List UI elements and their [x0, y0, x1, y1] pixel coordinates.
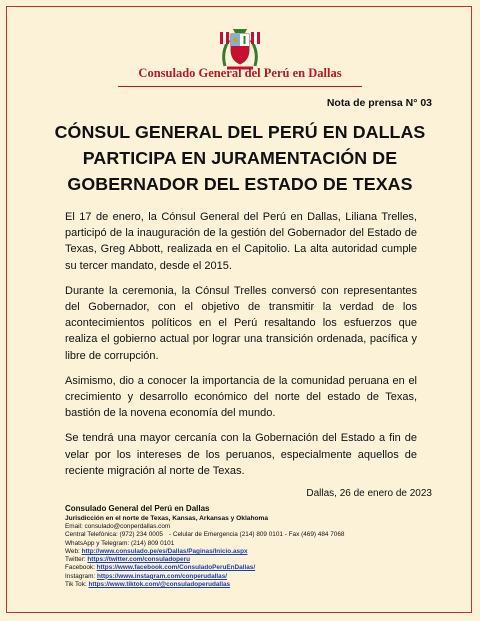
footer-web-link[interactable]: http://www.consulado.pe/es/Dallas/Paginas/Inicio.aspx	[81, 547, 248, 555]
footer-instagram-label: Instagram:	[65, 572, 96, 580]
footer-web-label: Web:	[65, 547, 80, 555]
title-line-1: CÓNSUL GENERAL DEL PERÚ EN DALLAS	[54, 122, 426, 142]
title-line-3: GOBERNADOR DEL ESTADO DE TEXAS	[67, 174, 413, 194]
footer-jurisdiction: Jurisdicción en el norte de Texas, Kansas, Arkansas y Oklahoma	[65, 515, 269, 522]
footer-instagram-row	[65, 573, 425, 581]
contact-footer	[65, 504, 425, 589]
footer-twitter-link[interactable]: https://twitter.com/consuladoperu	[87, 556, 191, 564]
footer-tiktok-row	[65, 581, 425, 589]
paragraph-3: Asimismo, dio a conocer la importancia de la comunidad peruana en el crecimiento y desarrollo económico del norte del estado de Texas, bastión de la novena economía del mundo.	[65, 374, 417, 420]
footer-twitter-label: Twitter:	[65, 556, 86, 564]
footer-tiktok-label: Tik Tok:	[65, 581, 87, 589]
footer-phone-central: Central Telefónica: (972) 234 0005	[65, 531, 163, 539]
header-divider	[118, 86, 362, 87]
dateline: Dallas, 26 de enero de 2023	[306, 488, 432, 499]
footer-phone-emergency: - Celular de Emergencia (214) 809 0101 - Fax (469) 484 7068	[168, 531, 345, 539]
footer-facebook-label: Facebook:	[65, 564, 95, 572]
press-release-body	[65, 209, 417, 488]
footer-instagram-link[interactable]: https://www.instagram.com/conperudallas/	[96, 572, 228, 580]
footer-phones	[65, 531, 425, 539]
footer-web-row	[65, 548, 425, 556]
footer-twitter-row	[65, 556, 425, 564]
title-line-2: PARTICIPA EN JURAMENTACIÓN DE	[82, 148, 398, 168]
consulate-header-name: Consulado General del Perú en Dallas	[138, 66, 342, 80]
footer-tiktok-link[interactable]: https://www.tiktok.com/@consuladoperudallas	[88, 581, 231, 589]
footer-email[interactable]: Email: consulado@conperdallas.com	[65, 523, 171, 530]
footer-facebook-row	[65, 564, 425, 572]
paragraph-4: Se tendrá una mayor cercanía con la Gobernación del Estado a fin de velar por los intereses de los peruanos, especialmente aquellos de reciente migración al norte de Texas.	[65, 432, 417, 477]
paragraph-2: Durante la ceremonia, la Cónsul Trelles conversó con representantes del Gobernador, con el objetivo de transmitir la verdad de los acontecimientos políticos en el Perú resaltando los esfuerzos que realiza el gobierno actual por lograr una transición ordenada, pacífica y libre de corrupción.	[65, 284, 417, 362]
press-release-title	[40, 119, 440, 197]
footer-facebook-link[interactable]: https://www.facebook.com/ConsuladoPeruEnDallas/	[96, 564, 256, 572]
footer-whatsapp: WhatsApp y Telegram: (214) 809 0101	[65, 539, 175, 547]
paragraph-1: El 17 de enero, la Cónsul General del Perú en Dallas, Liliana Trelles, participó de la inauguración de la gestión del Gobernador del Estado de Texas, Greg Abbott, realizada en el Capitolio. La alta autoridad cumple su tercer mandato, desde el 2015.	[65, 211, 417, 272]
footer-org-name: Consulado General del Perú en Dallas	[65, 504, 210, 513]
press-note-number: Nota de prensa N° 03	[326, 97, 432, 109]
